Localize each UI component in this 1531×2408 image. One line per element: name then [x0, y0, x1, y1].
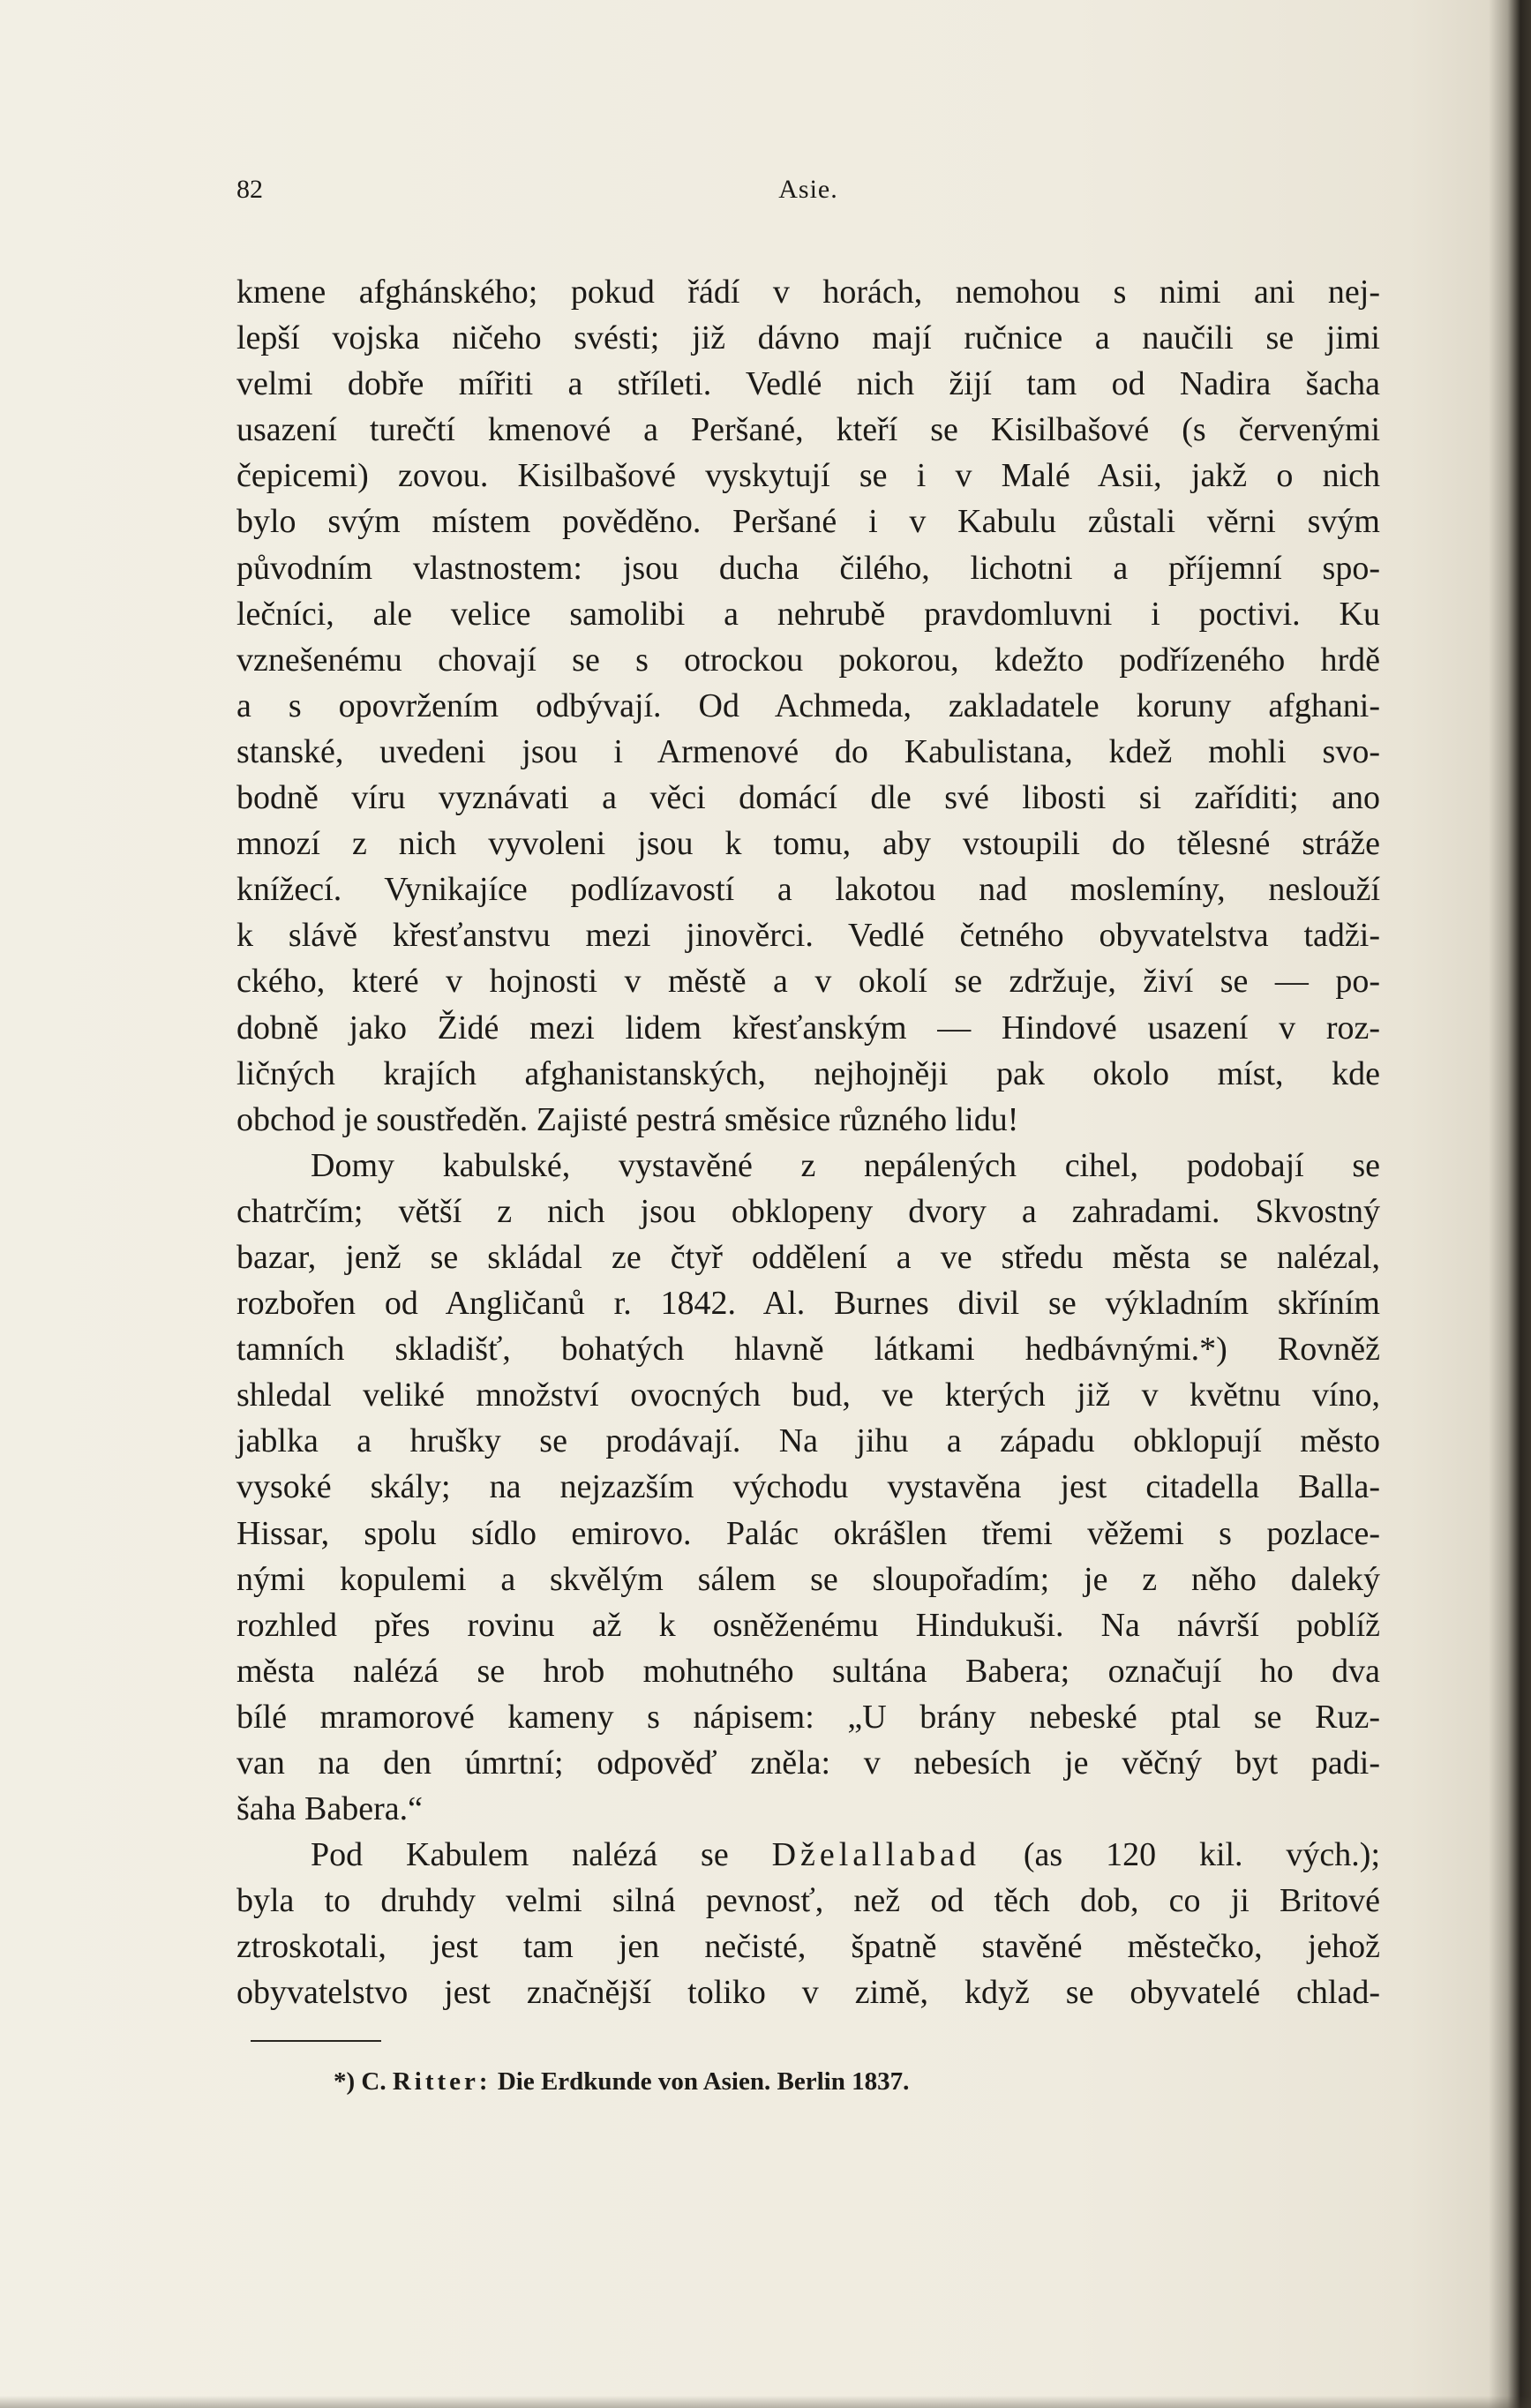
text-line: [236, 1832, 1380, 1878]
running-title: Asie.: [778, 175, 838, 204]
footnote-marker: *) C.: [334, 2067, 387, 2096]
text-line: šaha Babera.“: [236, 1790, 423, 1828]
text-line: obchod je soustředěn. Zajisté pestrá směsice různého lidu!: [236, 1100, 1019, 1138]
footnote: [334, 2067, 909, 2097]
place-name-spaced: Dželallabad: [771, 1836, 981, 1874]
text-line: k slávě křesťanstvu mezi jinověrci. Vedlé četného obyvatelstva tadži-: [236, 917, 1380, 955]
text-line: čepicemi) zovou. Kisilbašové vyskytují se i v Malé Asii, jakž o nich: [236, 457, 1380, 495]
text-line: nými kopulemi a skvělým sálem se sloupořadím; je z něho daleký: [236, 1560, 1380, 1598]
text-line: bílé mramorové kameny s nápisem: „U brány nebeské ptal se Ruz-: [236, 1698, 1380, 1736]
text-line: lepší vojska ničeho svésti; již dávno mají ručnice a naučili se jimi: [236, 319, 1380, 357]
text-line: bodně víru vyznávati a věci domácí dle své libosti si zaříditi; ano: [236, 779, 1380, 817]
paragraph-3: [236, 1832, 1380, 2015]
text-line: lečníci, ale velice samolibi a nehrubě pravdomluvni i poctivi. Ku: [236, 595, 1380, 633]
text-fragment: (as 120 kil. vých.);: [1023, 1836, 1381, 1874]
text-line: dobně jako Židé mezi lidem křesťanským — Hindové usazení v roz-: [236, 1009, 1380, 1046]
text-line: původním vlastnostem: jsou ducha čilého, lichotni a příjemní spo-: [236, 549, 1380, 587]
text-line: města nalézá se hrob mohutného sultána Babera; označují ho dva: [236, 1652, 1380, 1690]
text-line: Hissar, spolu sídlo emirovo. Palác okrášlen třemi věžemi s pozlace-: [236, 1514, 1380, 1552]
text-fragment: Pod Kabulem nalézá se: [311, 1836, 729, 1874]
text-line: usazení turečtí kmenové a Peršané, kteří se Kisilbašové (s červenými: [236, 411, 1380, 449]
page-bottom-edge: [0, 2396, 1531, 2408]
text-line: obyvatelstvo jest značnější toliko v zimě, když se obyvatelé chlad-: [236, 1974, 1380, 2012]
text-line: bylo svým místem pověděno. Peršané i v Kabulu zůstali věrni svým: [236, 503, 1380, 541]
text-line: ztroskotali, jest tam jen nečisté, špatně stavěné městečko, jehož: [236, 1928, 1380, 1966]
text-line: knížecí. Vynikajíce podlízavostí a lakotou nad moslemíny, neslouží: [236, 871, 1380, 909]
text-line: stanské, uvedeni jsou i Armenové do Kabulistana, kdež mohli svo-: [236, 732, 1380, 770]
page-header: [236, 175, 1380, 210]
text-line: ličných krajích afghanistanských, nejhojněji pak okolo míst, kde: [236, 1054, 1380, 1092]
paragraph-1: [236, 269, 1380, 1143]
text-line: chatrčím; větší z nich jsou obklopeny dvory a zahradami. Skvostný: [236, 1192, 1380, 1230]
text-line: a s opovržením odbývají. Od Achmeda, zakladatele koruny afghani-: [236, 686, 1380, 724]
text-line: vznešenému chovají se s otrockou pokorou, kdežto podřízeného hrdě: [236, 641, 1380, 679]
text-line: rozhled přes rovinu až k osněženému Hindukuši. Na návrší poblíž: [236, 1606, 1380, 1644]
text-line: Domy kabulské, vystavěné z nepálených cihel, podobají se: [311, 1146, 1380, 1184]
text-line: rozbořen od Angličanů r. 1842. Al. Burnes divil se výkladním skříním: [236, 1285, 1380, 1323]
text-line: bazar, jenž se skládal ze čtyř oddělení a ve středu města se nalézal,: [236, 1238, 1380, 1276]
spine-shadow: [1489, 0, 1531, 2408]
text-line: van na den úmrtní; odpověď zněla: v nebesích je věčný byt padi-: [236, 1744, 1380, 1782]
footnote-text: Die Erdkunde von Asien. Berlin 1837.: [497, 2067, 910, 2096]
footnote-author: Ritter:: [392, 2067, 492, 2096]
page-number: 82: [236, 175, 263, 204]
text-line: jablka a hrušky se prodávají. Na jihu a západu obklopují město: [236, 1422, 1380, 1460]
text-line: tamních skladišť, bohatých hlavně látkami hedbávnými.*) Rovněž: [236, 1331, 1380, 1369]
body-text: [236, 269, 1380, 2016]
text-line: velmi dobře mířiti a stříleti. Vedlé nich žijí tam od Nadira šacha: [236, 365, 1380, 403]
text-line: shledal veliké množství ovocných bud, ve kterých již v květnu víno,: [236, 1377, 1380, 1414]
text-line: kmene afghánského; pokud řádí v horách, nemohou s nimi ani nej-: [236, 274, 1380, 311]
footnote-rule: [251, 2040, 381, 2042]
text-line: vysoké skály; na nejzazším východu vystavěna jest citadella Balla-: [236, 1468, 1380, 1506]
text-line: ckého, které v hojnosti v městě a v okolí se zdržuje, živí se — po-: [236, 963, 1380, 1001]
text-line: byla to druhdy velmi silná pevnosť, než od těch dob, co ji Britové: [236, 1882, 1380, 1920]
text-line: mnozí z nich vyvoleni jsou k tomu, aby vstoupili do tělesné stráže: [236, 825, 1380, 863]
paragraph-2: [236, 1143, 1380, 1832]
